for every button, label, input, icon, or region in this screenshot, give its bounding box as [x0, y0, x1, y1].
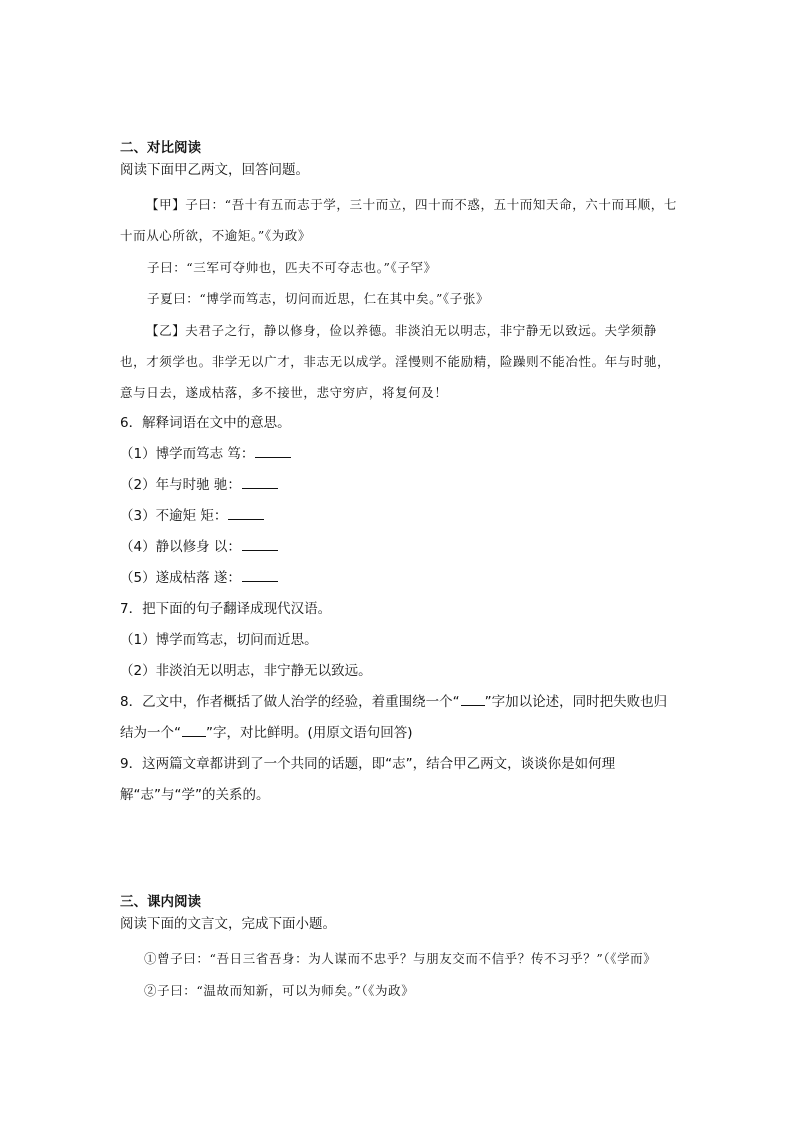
document-content: [120, 137, 680, 1007]
passage-yi-paragraph: 【乙】夫君子之行，静以修身，俭以养德。非淡泊无以明志，非宁静无以致远。夫学须静也，才须学也。非学无以广才，非志无以成学。淫慢则不能励精，险躁则不能冶性。年与时驰，意与日去，遂成枯落，多不接世，悲守穷庐，将复何及！: [120, 323, 671, 400]
section-instruction: 阅读下面的文言文，完成下面小题。: [120, 916, 336, 932]
answer-blank[interactable]: [228, 505, 264, 520]
question-9: 9．这两篇文章都讲到了一个共同的话题，即“志”，结合甲乙两文，谈谈你是如何理解“志”与“学”的关系的。: [120, 756, 616, 803]
excerpt-text: ①曾子曰：“吾日三省吾身：为人谋而不忠乎？与朋友交而不信乎？传不习乎？”（《学而》: [144, 951, 657, 966]
question-7-stem: 7．把下面的句子翻译成现代汉语。: [120, 601, 332, 617]
question-6-item-label: （5）遂成枯落 遂：: [120, 570, 241, 586]
answer-blank[interactable]: [242, 536, 278, 551]
question-6-item: [120, 470, 680, 501]
question-6-item: [120, 532, 680, 563]
excerpt-text: ②子曰：“温故而知新，可以为师矣。”（《为政》: [144, 983, 415, 998]
question-6-stem: 6．解释词语在文中的意思。: [120, 415, 291, 431]
section-title-comparative-reading: 二、对比阅读: [120, 140, 201, 156]
passage-jia-paragraph-3: 子夏曰：“博学而笃志，切问而近思，仁在其中矣。”《子张》: [147, 291, 490, 306]
answer-blank[interactable]: [255, 443, 291, 458]
question-8: [120, 687, 680, 749]
question-8-part-3: ”字，对比鲜明。(用原文语句回答): [206, 725, 413, 741]
passage-jia-paragraph-1: 【甲】子曰：“吾十有五而志于学，三十而立，四十而不惑，五十而知天命，六十而耳顺，七十而从心所欲，不逾矩。”《为政》: [120, 197, 677, 243]
answer-blank[interactable]: [182, 722, 206, 737]
section-title-textbook-reading: 三、课内阅读: [120, 894, 201, 910]
question-6-item-label: （2）年与时驰 驰：: [120, 477, 241, 493]
question-8-part-1: 8．乙文中，作者概括了做人治学的经验，着重围绕一个“: [120, 694, 460, 710]
question-7-item: （1）博学而笃志，切问而近思。: [120, 632, 318, 648]
answer-blank[interactable]: [461, 691, 485, 706]
question-6-item-label: （4）静以修身 以：: [120, 539, 241, 555]
question-6-item: [120, 501, 680, 532]
answer-blank[interactable]: [242, 567, 278, 582]
question-6-item: [120, 439, 680, 470]
section-instruction: 阅读下面甲乙两文，回答问题。: [120, 162, 309, 178]
passage-jia-paragraph-2: 子曰：“三军可夺帅也，匹夫不可夺志也。”《子罕》: [147, 260, 437, 275]
classical-excerpt-2: [120, 975, 680, 1007]
question-6-item-label: （3）不逾矩 矩：: [120, 508, 228, 524]
question-8-part-2: ”字加以论述，同时把失败也归结为一个“: [120, 694, 668, 741]
answer-blank[interactable]: [242, 474, 278, 489]
question-6-item: [120, 563, 680, 594]
classical-excerpt-1: [120, 943, 680, 975]
question-7-item: （2）非淡泊无以明志，非宁静无以致远。: [120, 663, 372, 679]
question-6-item-label: （1）博学而笃志 笃：: [120, 446, 255, 462]
